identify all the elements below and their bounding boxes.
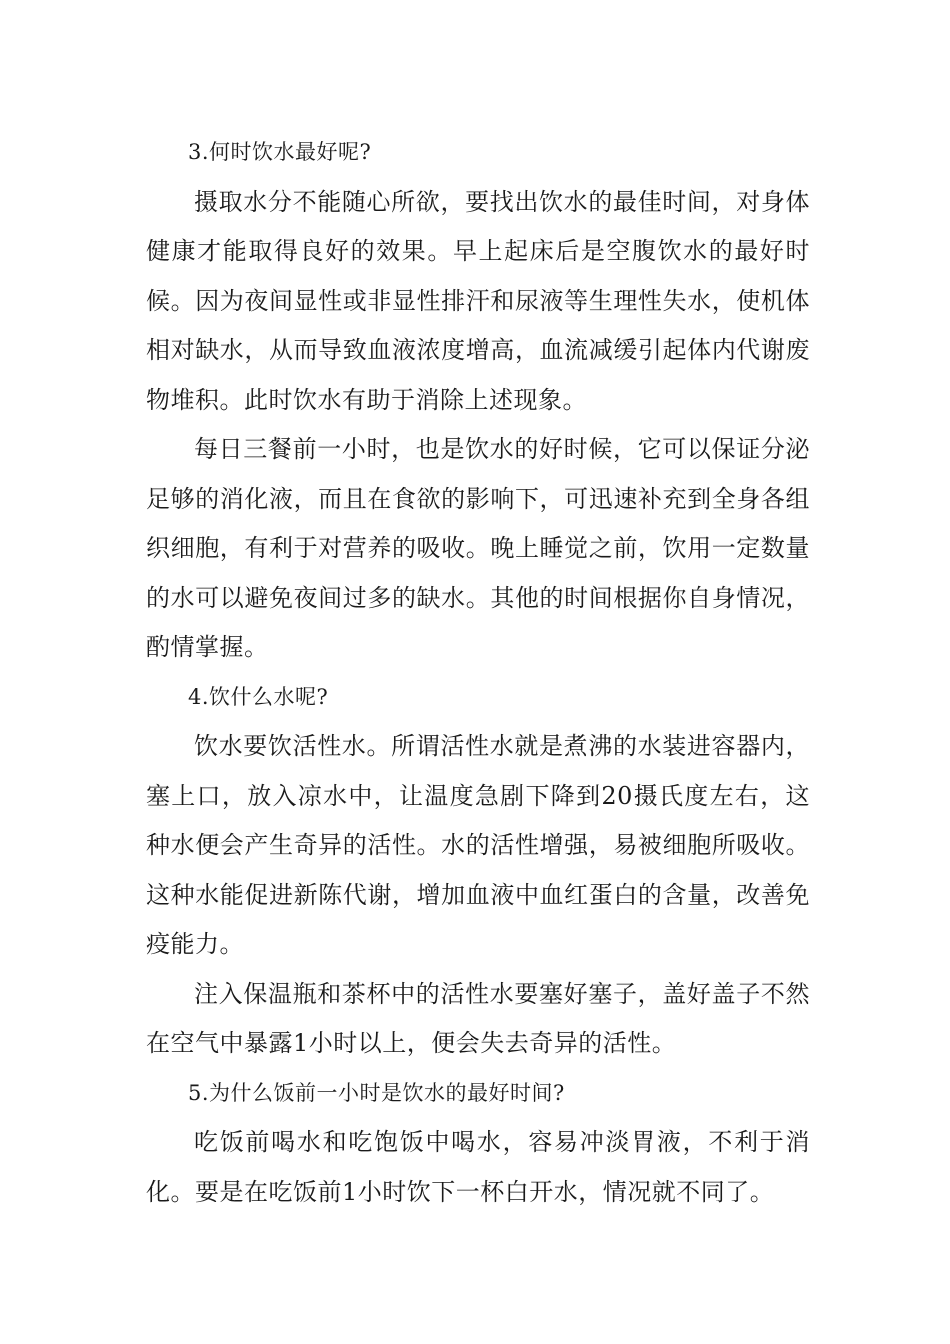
section-heading-3: 3.何时饮水最好呢? (188, 140, 372, 164)
paragraph: 注入保温瓶和茶杯中的活性水要塞好塞子，盖好盖子不然在空气中暴露1小时以上，便会失去奇异的活性。 (146, 979, 810, 1057)
section-heading-4: 4.饮什么水呢? (188, 684, 329, 709)
section-heading-5: 5.为什么饭前一小时是饮水的最好时间? (188, 1080, 565, 1105)
paragraph: 每日三餐前一小时，也是饮水的好时候，它可以保证分泌足够的消化液，而且在食欲的影响下，可迅速补充到全身各组织细胞，有利于对营养的吸收。晚上睡觉之前，饮用一定数量的水可以避免夜间过多的缺水。其他的时间根据你自身情况，酌情掌握。 (146, 435, 810, 661)
paragraph: 饮水要饮活性水。所谓活性水就是煮沸的水装进容器内，塞上口，放入凉水中，让温度急剧下降到20摄氏度左右，这种水便会产生奇异的活性。水的活性增强，易被细胞所吸收。这种水能促进新陈代谢，增加血液中血红蛋白的含量，改善免疫能力。 (146, 732, 810, 958)
document-body (146, 128, 810, 1217)
paragraph: 摄取水分不能随心所欲，要找出饮水的最佳时间，对身体健康才能取得良好的效果。早上起床后是空腹饮水的最好时候。因为夜间显性或非显性排汗和尿液等生理性失水，使机体相对缺水，从而导致血液浓度增高，血流减缓引起体内代谢废物堆积。此时饮水有助于消除上述现象。 (146, 187, 810, 414)
paragraph: 吃饭前喝水和吃饱饭中喝水，容易冲淡胃液，不利于消化。要是在吃饭前1小时饮下一杯白开水，情况就不同了。 (146, 1128, 810, 1206)
